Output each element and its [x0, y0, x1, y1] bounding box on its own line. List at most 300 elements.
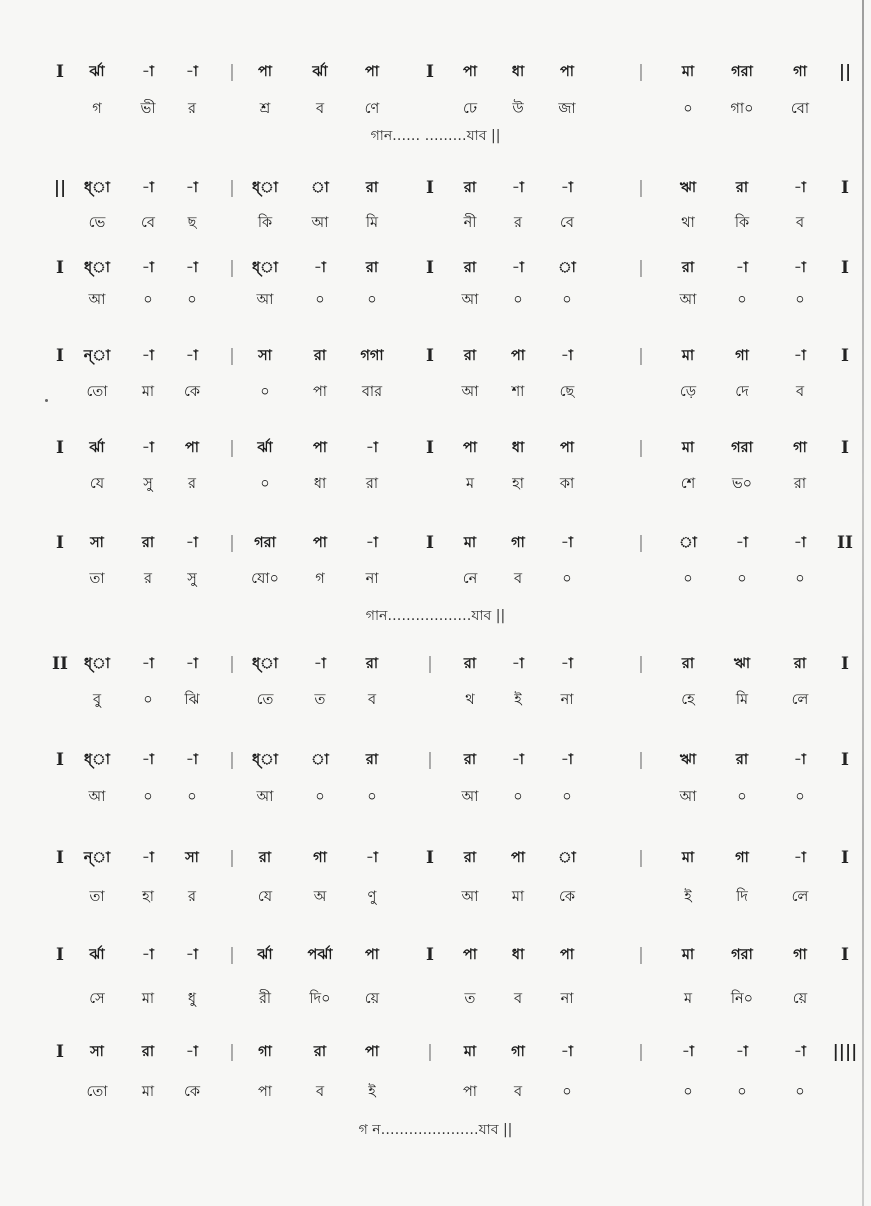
- note-cell: -া: [142, 656, 154, 672]
- bar-line: II: [52, 654, 68, 674]
- note-cell: ঋা: [679, 752, 697, 768]
- note-cell: গা: [511, 1044, 525, 1060]
- lyric-syllable: সে: [89, 991, 105, 1007]
- bar-line: I: [56, 1042, 64, 1062]
- note-cell: পর্ঝা: [307, 947, 333, 963]
- bar-line: ||: [53, 178, 67, 198]
- note-cell: ধ্া: [252, 260, 278, 276]
- bar-line: I: [56, 533, 64, 553]
- note-cell: গা: [258, 1044, 272, 1060]
- note-cell: -া: [561, 752, 573, 768]
- note-cell: রা: [735, 180, 749, 196]
- lyric-row: [0, 468, 871, 500]
- bar-line: |: [229, 62, 235, 82]
- bar-line: I: [841, 945, 849, 965]
- note-cell: -া: [736, 1044, 748, 1060]
- lyric-syllable: য়ে: [364, 991, 380, 1007]
- lyric-syllable: দি: [736, 889, 748, 905]
- lyric-syllable: তে: [256, 692, 274, 708]
- lyric-syllable: মা: [511, 889, 525, 905]
- note-cell: মা: [681, 440, 695, 456]
- lyric-syllable: আ: [461, 889, 479, 905]
- lyric-syllable: কে: [183, 384, 201, 400]
- lyric-syllable: ০: [683, 571, 693, 587]
- lyric-syllable: শ্র: [259, 101, 271, 117]
- lyric-row: [0, 376, 871, 408]
- lyric-syllable: আ: [256, 292, 274, 308]
- notation-row: [0, 252, 871, 284]
- note-cell: -া: [314, 260, 326, 276]
- lyric-syllable: ব: [367, 692, 377, 708]
- lyric-syllable: আ: [88, 292, 106, 308]
- lyric-syllable: ভে: [88, 215, 106, 231]
- bar-line: I: [56, 258, 64, 278]
- note-cell: -া: [794, 535, 806, 551]
- note-cell: গগা: [360, 348, 384, 364]
- note-cell: মা: [681, 64, 695, 80]
- note-cell: -া: [561, 180, 573, 196]
- note-cell: -া: [512, 180, 524, 196]
- note-cell: -া: [794, 260, 806, 276]
- lyric-syllable: যে: [257, 889, 273, 905]
- lyric-syllable: আ: [679, 789, 697, 805]
- note-cell: -া: [561, 535, 573, 551]
- lyric-row: [0, 684, 871, 716]
- lyric-syllable: ব: [513, 571, 523, 587]
- lyric-syllable: ০: [737, 292, 747, 308]
- note-cell: -া: [736, 260, 748, 276]
- note-cell: ধ্া: [84, 260, 110, 276]
- bar-line: I: [56, 945, 64, 965]
- lyric-syllable: ম: [465, 476, 475, 492]
- bar-line: |: [427, 654, 433, 674]
- note-cell: -া: [186, 535, 198, 551]
- bar-line: |: [638, 848, 644, 868]
- lyric-syllable: আ: [88, 789, 106, 805]
- refrain-marker: গান………………যাব ||: [365, 608, 506, 624]
- notation-row: [0, 432, 871, 464]
- lyric-syllable: বে: [560, 215, 574, 231]
- lyric-syllable: নে: [462, 571, 478, 587]
- lyric-syllable: না: [365, 571, 379, 587]
- lyric-row: [0, 284, 871, 316]
- lyric-syllable: বার: [361, 384, 383, 400]
- note-cell: -া: [142, 947, 154, 963]
- lyric-syllable: ই: [684, 889, 692, 905]
- lyric-syllable: গ: [92, 101, 102, 117]
- note-cell: -া: [366, 440, 378, 456]
- lyric-syllable: ০: [562, 1084, 572, 1100]
- note-cell: গা: [793, 947, 807, 963]
- note-cell: মা: [681, 850, 695, 866]
- note-cell: গরা: [731, 947, 753, 963]
- lyric-syllable: ই: [514, 692, 522, 708]
- lyric-syllable: দে: [735, 384, 749, 400]
- bar-line: I: [56, 346, 64, 366]
- notation-row: [0, 172, 871, 204]
- lyric-syllable: কে: [558, 889, 576, 905]
- bar-line: |: [638, 945, 644, 965]
- note-cell: ধা: [511, 440, 525, 456]
- lyric-syllable: হা: [512, 476, 524, 492]
- lyric-syllable: ব: [795, 384, 805, 400]
- lyric-syllable: আ: [461, 789, 479, 805]
- note-cell: রা: [681, 260, 695, 276]
- lyric-syllable: যো০: [251, 571, 279, 587]
- lyric-syllable: রা: [793, 476, 807, 492]
- lyric-syllable: হা: [142, 889, 154, 905]
- lyric-syllable: অ: [313, 889, 327, 905]
- lyric-syllable: সু: [187, 571, 197, 587]
- note-cell: গা: [313, 850, 327, 866]
- note-cell: রা: [365, 752, 379, 768]
- lyric-syllable: উ: [512, 101, 524, 117]
- note-cell: -া: [794, 180, 806, 196]
- lyric-syllable: সু: [143, 476, 153, 492]
- lyric-syllable: তো: [86, 384, 108, 400]
- note-cell: ধ্া: [252, 180, 278, 196]
- note-cell: -া: [314, 656, 326, 672]
- bar-line: |: [427, 1042, 433, 1062]
- note-cell: -া: [186, 752, 198, 768]
- lyric-syllable: ঢে: [462, 101, 478, 117]
- lyric-row: [0, 563, 871, 595]
- lyric-syllable: দি০: [309, 991, 331, 1007]
- lyric-row: [0, 207, 871, 239]
- note-cell: গরা: [731, 440, 753, 456]
- bar-line: |: [229, 533, 235, 553]
- note-cell: র্ঝা: [89, 440, 105, 456]
- note-cell: সা: [185, 850, 199, 866]
- lyric-syllable: কি: [734, 215, 750, 231]
- lyric-syllable: ০: [562, 292, 572, 308]
- note-cell: পা: [312, 440, 328, 456]
- note-cell: রা: [258, 850, 272, 866]
- lyric-syllable: মা: [141, 384, 155, 400]
- note-cell: -া: [142, 440, 154, 456]
- lyric-syllable: ই: [368, 1084, 376, 1100]
- scan-speck: [45, 399, 48, 402]
- note-cell: -া: [142, 260, 154, 276]
- bar-line: I: [56, 750, 64, 770]
- lyric-syllable: হে: [681, 692, 695, 708]
- note-cell: র্ঝা: [89, 64, 105, 80]
- bar-line: |: [229, 258, 235, 278]
- lyric-syllable: লে: [791, 889, 809, 905]
- lyric-syllable: শে: [680, 476, 696, 492]
- note-cell: ধা: [511, 947, 525, 963]
- notation-row: [0, 56, 871, 88]
- bar-line: I: [56, 438, 64, 458]
- bar-line: |: [427, 750, 433, 770]
- note-cell: রা: [463, 656, 477, 672]
- note-cell: গা: [511, 535, 525, 551]
- note-cell: পা: [364, 947, 380, 963]
- note-cell: ন্া: [83, 850, 111, 866]
- note-cell: -া: [186, 180, 198, 196]
- note-cell: গা: [793, 440, 807, 456]
- lyric-syllable: মা: [141, 1084, 155, 1100]
- note-cell: -া: [186, 656, 198, 672]
- note-cell: রা: [141, 1044, 155, 1060]
- lyric-syllable: ০: [737, 1084, 747, 1100]
- lyric-syllable: ০: [795, 292, 805, 308]
- lyric-syllable: যে: [89, 476, 105, 492]
- notation-row: [0, 939, 871, 971]
- refrain-marker: গান…… ………যাব ||: [370, 128, 501, 144]
- note-cell: -া: [794, 1044, 806, 1060]
- lyric-row: [0, 983, 871, 1015]
- lyric-syllable: তো: [86, 1084, 108, 1100]
- notation-row: [0, 527, 871, 559]
- lyric-syllable: বু: [92, 692, 102, 708]
- note-cell: পা: [364, 64, 380, 80]
- note-cell: সা: [90, 535, 104, 551]
- note-cell: -া: [682, 1044, 694, 1060]
- lyric-row: [0, 781, 871, 813]
- note-cell: গা: [793, 64, 807, 80]
- lyric-syllable: মি: [365, 215, 379, 231]
- bar-line: |: [229, 848, 235, 868]
- note-cell: -া: [366, 535, 378, 551]
- lyric-syllable: ০: [315, 292, 325, 308]
- lyric-syllable: কে: [183, 1084, 201, 1100]
- lyric-syllable: তা: [89, 889, 105, 905]
- notation-row: [0, 1036, 871, 1068]
- note-cell: রা: [681, 656, 695, 672]
- note-cell: -া: [794, 348, 806, 364]
- notation-row: [0, 340, 871, 372]
- lyric-syllable: ০: [795, 789, 805, 805]
- note-cell: মা: [463, 535, 477, 551]
- lyric-syllable: ০: [562, 789, 572, 805]
- lyric-syllable: রা: [365, 476, 379, 492]
- note-cell: রা: [365, 260, 379, 276]
- bar-line: I: [841, 258, 849, 278]
- lyric-syllable: তা: [89, 571, 105, 587]
- note-cell: -া: [142, 180, 154, 196]
- note-cell: -া: [512, 656, 524, 672]
- bar-line: I: [426, 438, 434, 458]
- note-cell: -া: [794, 752, 806, 768]
- lyric-syllable: মা: [141, 991, 155, 1007]
- lyric-syllable: ধা: [313, 476, 327, 492]
- note-cell: গরা: [254, 535, 276, 551]
- note-cell: -া: [186, 348, 198, 364]
- note-cell: পা: [462, 440, 478, 456]
- lyric-syllable: রী: [258, 991, 272, 1007]
- lyric-syllable: ণু: [367, 889, 377, 905]
- note-cell: -া: [186, 1044, 198, 1060]
- bar-line: |: [638, 750, 644, 770]
- lyric-syllable: ০: [795, 1084, 805, 1100]
- note-cell: রা: [463, 752, 477, 768]
- lyric-syllable: ০: [795, 571, 805, 587]
- lyric-syllable: ভী: [140, 101, 156, 117]
- lyric-syllable: ০: [367, 292, 377, 308]
- lyric-syllable: ০: [367, 789, 377, 805]
- bar-line: |: [638, 346, 644, 366]
- lyric-syllable: বে: [141, 215, 155, 231]
- lyric-syllable: কা: [559, 476, 575, 492]
- lyric-syllable: না: [560, 692, 574, 708]
- note-cell: রা: [313, 348, 327, 364]
- note-cell: পা: [257, 64, 273, 80]
- lyric-syllable: ০: [683, 101, 693, 117]
- lyric-syllable: ০: [513, 789, 523, 805]
- note-cell: ঋা: [679, 180, 697, 196]
- note-cell: পা: [559, 947, 575, 963]
- note-cell: গা: [735, 348, 749, 364]
- bar-line: |: [638, 438, 644, 458]
- note-cell: ধ্া: [252, 656, 278, 672]
- note-cell: র্ঝা: [312, 64, 328, 80]
- lyric-syllable: ০: [737, 571, 747, 587]
- lyric-syllable: পা: [257, 1084, 273, 1100]
- lyric-syllable: র: [188, 889, 196, 905]
- lyric-syllable: শা: [511, 384, 525, 400]
- note-cell: ধ্া: [84, 752, 110, 768]
- bar-line: I: [841, 438, 849, 458]
- lyric-syllable: ব: [315, 1084, 325, 1100]
- lyric-syllable: ঝি: [184, 692, 200, 708]
- lyric-syllable: গা০: [730, 101, 754, 117]
- lyric-syllable: ধু: [187, 991, 197, 1007]
- note-cell: রা: [463, 260, 477, 276]
- bar-line: |: [638, 178, 644, 198]
- note-cell: র্ঝা: [257, 440, 273, 456]
- lyric-syllable: মি: [735, 692, 749, 708]
- lyric-syllable: ০: [315, 789, 325, 805]
- lyric-syllable: থ: [465, 692, 475, 708]
- lyric-row: [0, 1076, 871, 1108]
- lyric-syllable: ০: [260, 476, 270, 492]
- note-cell: -া: [186, 260, 198, 276]
- bar-line: |: [229, 750, 235, 770]
- bar-line: I: [841, 178, 849, 198]
- bar-line: |: [638, 258, 644, 278]
- note-cell: পা: [364, 1044, 380, 1060]
- lyric-syllable: আ: [461, 292, 479, 308]
- bar-line: |: [638, 1042, 644, 1062]
- note-cell: ধ্া: [84, 180, 110, 196]
- bar-line: I: [426, 258, 434, 278]
- lyric-syllable: আ: [256, 789, 274, 805]
- note-cell: া: [558, 850, 576, 866]
- lyric-syllable: ব: [795, 215, 805, 231]
- bar-line: ||: [838, 62, 852, 82]
- lyric-syllable: থা: [681, 215, 695, 231]
- lyric-syllable: আ: [311, 215, 329, 231]
- bar-line: |: [229, 438, 235, 458]
- note-cell: রা: [365, 656, 379, 672]
- note-cell: রা: [793, 656, 807, 672]
- bar-line: |: [229, 346, 235, 366]
- note-cell: -া: [142, 64, 154, 80]
- note-cell: সা: [258, 348, 272, 364]
- lyric-syllable: ম: [683, 991, 693, 1007]
- note-cell: া: [679, 535, 697, 551]
- note-cell: ঋা: [733, 656, 751, 672]
- lyric-syllable: আ: [461, 384, 479, 400]
- note-cell: ন্া: [83, 348, 111, 364]
- lyric-row: [0, 881, 871, 913]
- lyric-syllable: ব: [315, 101, 325, 117]
- note-cell: ধ্া: [84, 656, 110, 672]
- bar-line: I: [426, 848, 434, 868]
- lyric-syllable: পা: [462, 1084, 478, 1100]
- note-cell: পা: [462, 947, 478, 963]
- bar-line: |: [229, 654, 235, 674]
- lyric-syllable: য়ে: [792, 991, 808, 1007]
- lyric-syllable: ০: [143, 292, 153, 308]
- note-cell: া: [311, 752, 329, 768]
- lyric-syllable: ছে: [559, 384, 575, 400]
- bar-line: I: [841, 848, 849, 868]
- note-cell: পা: [559, 64, 575, 80]
- note-cell: -া: [561, 1044, 573, 1060]
- bar-line: I: [841, 750, 849, 770]
- lyric-syllable: র: [144, 571, 152, 587]
- note-cell: -া: [561, 656, 573, 672]
- lyric-syllable: নি০: [730, 991, 754, 1007]
- lyric-syllable: গ: [315, 571, 325, 587]
- lyric-syllable: ০: [513, 292, 523, 308]
- lyric-syllable: ০: [260, 384, 270, 400]
- note-cell: মা: [681, 348, 695, 364]
- note-cell: গা: [735, 850, 749, 866]
- notation-row: [0, 744, 871, 776]
- bar-line: |: [229, 178, 235, 198]
- note-cell: া: [558, 260, 576, 276]
- lyric-syllable: জা: [558, 101, 576, 117]
- lyric-syllable: ণে: [364, 101, 380, 117]
- lyric-syllable: ত: [464, 991, 476, 1007]
- note-cell: সা: [90, 1044, 104, 1060]
- note-cell: -া: [186, 947, 198, 963]
- lyric-syllable: র: [514, 215, 522, 231]
- bar-line: I: [426, 178, 434, 198]
- note-cell: র্ঝা: [257, 947, 273, 963]
- notation-row: [0, 648, 871, 680]
- lyric-syllable: র: [188, 101, 196, 117]
- note-cell: -া: [142, 348, 154, 364]
- note-cell: -া: [512, 260, 524, 276]
- note-cell: পা: [312, 535, 328, 551]
- note-cell: পা: [510, 348, 526, 364]
- bar-line: II: [837, 533, 853, 553]
- lyric-syllable: আ: [679, 292, 697, 308]
- refrain-marker: গ ন…………………যাব ||: [358, 1122, 513, 1138]
- bar-line: ||||: [832, 1042, 858, 1062]
- lyric-syllable: ব: [513, 991, 523, 1007]
- bar-line: I: [426, 533, 434, 553]
- lyric-syllable: ০: [737, 789, 747, 805]
- bar-line: I: [841, 654, 849, 674]
- lyric-syllable: পা: [312, 384, 328, 400]
- note-cell: র্ঝা: [89, 947, 105, 963]
- note-cell: -া: [186, 64, 198, 80]
- bar-line: I: [841, 346, 849, 366]
- lyric-syllable: ০: [683, 1084, 693, 1100]
- note-cell: -া: [366, 850, 378, 866]
- lyric-syllable: ছ: [187, 215, 197, 231]
- bar-line: |: [638, 654, 644, 674]
- bar-line: I: [426, 346, 434, 366]
- bar-line: I: [56, 62, 64, 82]
- lyric-syllable: ব: [513, 1084, 523, 1100]
- notation-row: [0, 842, 871, 874]
